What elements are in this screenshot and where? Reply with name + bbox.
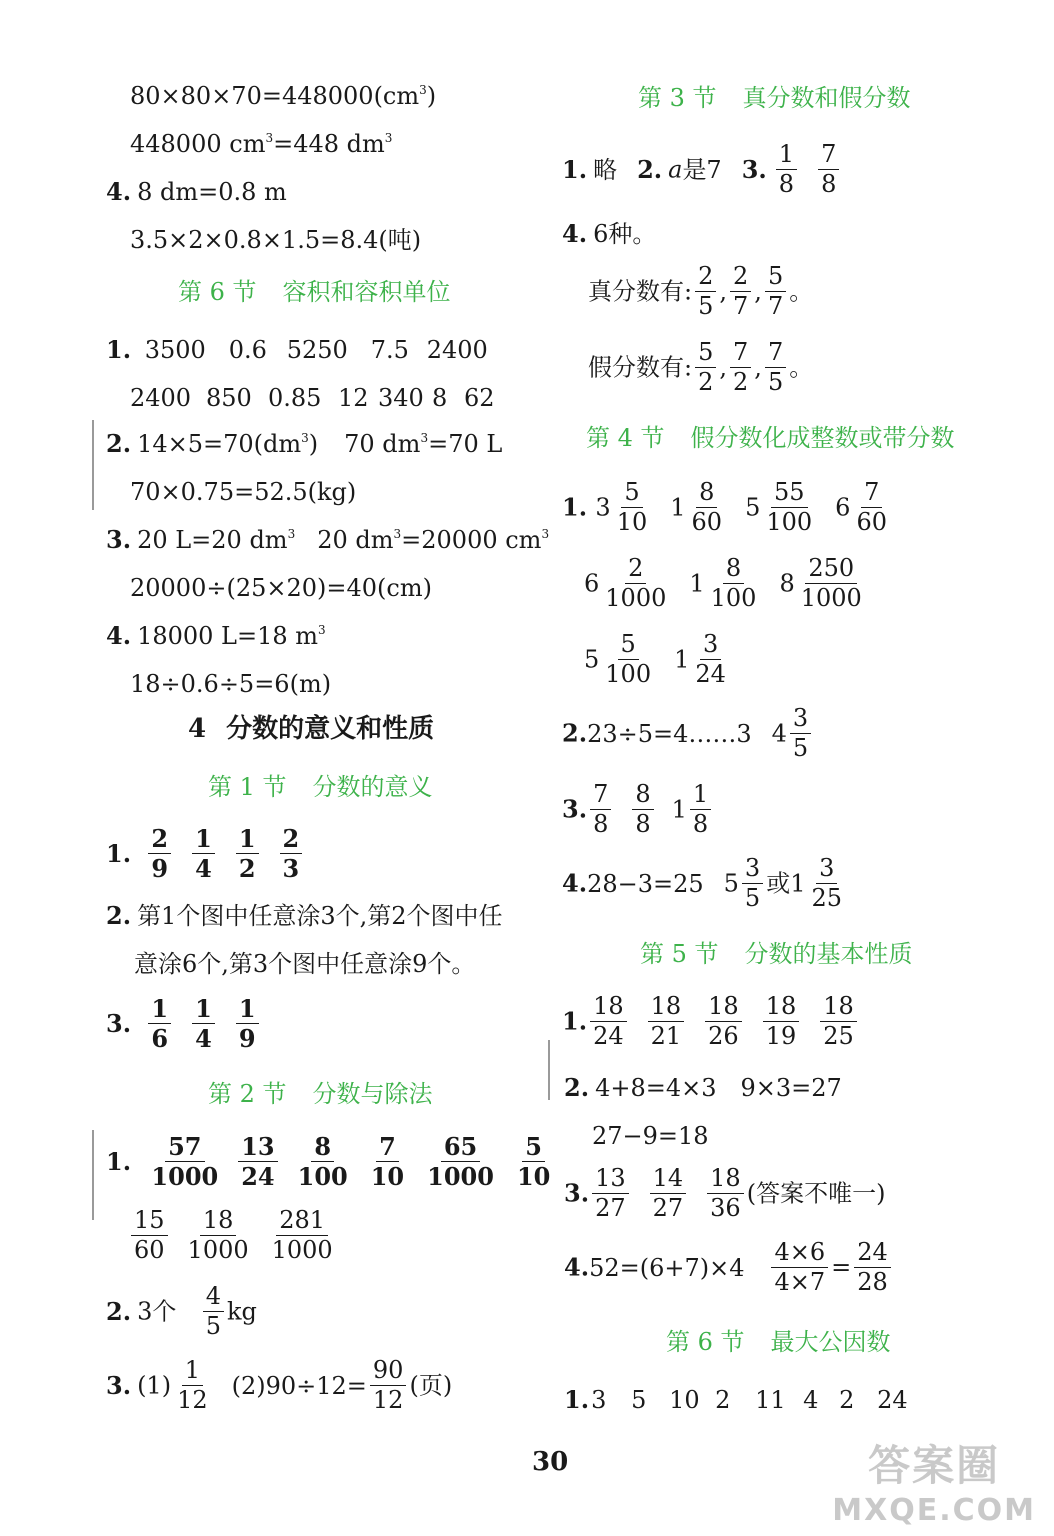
question-number: 1. [106, 1146, 132, 1176]
fraction: $\frac{2}{1000}$ [605, 554, 667, 613]
watermark-logo [832, 1433, 1036, 1528]
fraction: $\frac{18}{25}$ [820, 994, 857, 1049]
section-number: 第 4 节 [586, 424, 665, 452]
answer-text: 23÷5=4……3 [587, 719, 752, 748]
question-number: 4. [562, 868, 588, 898]
answer-text: (页) [409, 1371, 453, 1400]
fraction: $\frac{18}{19}$ [763, 994, 800, 1049]
question-number: 1. [562, 492, 588, 522]
fraction: $\frac{7}{10}$ [370, 1132, 405, 1192]
fraction: $\frac{7}{5}$ [765, 340, 786, 395]
fraction: $\frac{2}{5}$ [695, 264, 716, 319]
section-title: 真分数和假分数 [742, 84, 911, 112]
calc-line: 448000 $cm^3=448$ $dm^3$ [130, 130, 393, 158]
fraction: $\frac{7}{8}$ [590, 782, 611, 837]
section-heading [640, 942, 913, 966]
answer-3 [564, 1166, 885, 1221]
question-number: 4. [106, 621, 132, 650]
fraction: $\frac{2}{3}$ [280, 826, 303, 881]
value: 10 [669, 1386, 700, 1414]
fraction: $\frac{13}{24}$ [238, 1134, 277, 1189]
fraction: $\frac{13}{27}$ [592, 1166, 629, 1221]
fraction: $\frac{1}{4}$ [192, 826, 215, 881]
answer-4: 4. 18000 L=18 $m^3$ [106, 621, 326, 650]
answer-4: 4.52=(6+7)×4 $\frac{4\times 6}{4\times 7}$ = $\frac{24}{28}$ [564, 1240, 894, 1295]
answer-2 [106, 1284, 257, 1339]
section-heading [178, 280, 451, 304]
question-number: 1. [106, 335, 132, 364]
fraction: $\frac{2}{9}$ [148, 826, 171, 881]
variable: a [668, 155, 683, 184]
answer-text: 6种。 [593, 220, 657, 248]
answer-4 [106, 177, 287, 206]
section-number: 第 5 节 [640, 940, 719, 968]
value: 2400 [130, 384, 192, 412]
value: 2 [715, 1386, 731, 1414]
fraction: $\frac{18}{1000}$ [187, 1206, 249, 1265]
fraction: $\frac{8}{8}$ [632, 782, 653, 837]
question-number: 2. [106, 901, 132, 930]
answer-1-row3: 5 $\frac{5}{100}$ 1 $\frac{3}{24}$ [584, 632, 732, 687]
fraction: $\frac{57}{1000}$ [151, 1132, 219, 1192]
question-number: 4. [564, 1252, 590, 1282]
section-title: 假分数化成整数或带分数 [690, 424, 955, 452]
answer-4: 4.28−3=25 5 $\frac{3}{5}$ 或1 $\frac{3}{25}$ [562, 856, 848, 911]
section-heading [208, 775, 433, 799]
question-number: 2. [637, 154, 663, 184]
answer-text: 3个 [137, 1297, 177, 1326]
fraction: $\frac{4\times 6}{4\times 7}$ [771, 1240, 828, 1295]
answer-text: 4+8=4×3 [595, 1074, 717, 1102]
question-number: 4. [106, 177, 132, 206]
calc-line: $80\times 80\times 70=448000(cm^3)$ [130, 82, 437, 110]
section-title: 分数的意义 [312, 773, 433, 801]
question-number: 2. [106, 1296, 132, 1326]
section-heading [586, 426, 955, 450]
fraction: $\frac{5}{7}$ [765, 264, 786, 319]
fraction: $\frac{18}{26}$ [705, 994, 742, 1049]
improper-fractions: 假分数有: $\frac{5}{2}$ , $\frac{7}{2}$ , $\frac{7}{5}$ 。 [588, 338, 814, 397]
answer-2: 2.23÷5=4……3 4 $\frac{3}{5}$ [562, 706, 814, 761]
answer-1-row2 [128, 1208, 339, 1263]
question-number: 3. [564, 1178, 590, 1208]
fraction: $\frac{3}{25}$ [811, 854, 843, 913]
calc-line: 27−9=18 [592, 1122, 709, 1150]
answer-1 [562, 994, 860, 1049]
value: 3500 [144, 336, 206, 364]
answer-text: 意涂6个,第3个图中任意涂9个。 [134, 950, 476, 978]
unit: kg [226, 1297, 257, 1326]
answer-1 [564, 1385, 908, 1414]
calc-line: 18÷0.6÷5=6(m) [130, 670, 332, 698]
question-number: 2. [106, 429, 132, 458]
question-number: 1. [562, 154, 588, 184]
fraction: $\frac{281}{1000}$ [271, 1206, 333, 1265]
answer-1 [106, 335, 488, 364]
value: 0.85 [268, 384, 322, 412]
watermark-url: MXQE.COM [832, 1493, 1036, 1528]
fraction: $\frac{3}{24}$ [695, 630, 726, 689]
fraction: $\frac{7}{60}$ [856, 478, 887, 537]
section-heading [638, 86, 911, 110]
margin-rule [548, 1040, 550, 1100]
fraction: $\frac{1}{9}$ [236, 996, 259, 1051]
chapter-number: 4 [188, 714, 207, 744]
answer-3: 3. $\frac{7}{8}$ $\frac{8}{8}$ 1 $\frac{1}{8}$ [562, 782, 714, 837]
section-heading [666, 1330, 891, 1354]
value: 12 [338, 384, 369, 412]
fraction: $\frac{3}{5}$ [790, 706, 811, 761]
margin-rule [92, 1130, 94, 1220]
fraction: $\frac{7}{8}$ [818, 142, 839, 197]
question-number: 3. [106, 525, 132, 554]
question-number: 3. [562, 794, 588, 824]
fraction: $\frac{1}{8}$ [776, 142, 797, 197]
fraction: $\frac{15}{60}$ [131, 1208, 168, 1263]
question-number: 3. [106, 1008, 132, 1038]
fraction: $\frac{7}{2}$ [730, 340, 751, 395]
value: 62 [464, 384, 495, 412]
question-number: 1. [564, 1385, 590, 1414]
fraction: $\frac{8}{100}$ [297, 1132, 348, 1192]
answer-2: 2. $14\times 5=70(dm^3)$ 70 $dm^3=70$ L [106, 429, 503, 458]
fraction: $\frac{5}{100}$ [605, 630, 652, 689]
question-number: 2. [562, 718, 588, 748]
chapter-title: 分数的意义和性质 [226, 714, 435, 744]
answer-1 [106, 824, 305, 884]
section-title: 容积和容积单位 [282, 278, 451, 306]
page-number: 30 [532, 1447, 569, 1477]
answer-text: 8 dm=0.8 m [137, 178, 287, 206]
margin-rule [92, 420, 94, 510]
value: 24 [877, 1386, 908, 1414]
fraction: $\frac{14}{27}$ [650, 1166, 687, 1221]
note: (答案不唯一) [746, 1179, 886, 1208]
fraction: $\frac{5}{10}$ [616, 478, 648, 537]
section-title: 分数的基本性质 [744, 940, 913, 968]
value: 0.6 [228, 336, 267, 364]
value: 340 [378, 384, 424, 412]
answer-text: 52=(6+7)×4 [589, 1253, 745, 1282]
fraction: $\frac{1}{4}$ [192, 996, 215, 1051]
fraction: $\frac{5}{10}$ [516, 1132, 551, 1192]
fraction: $\frac{250}{1000}$ [800, 554, 862, 613]
value: 3 [591, 1386, 607, 1414]
fraction: $\frac{1}{6}$ [148, 996, 171, 1051]
value: 8 [432, 384, 448, 412]
answer-text: 第1个图中任意涂3个,第2个图中任 [137, 902, 503, 930]
question-number: 1. [106, 838, 132, 868]
answer-text: 9×3=27 [740, 1074, 842, 1102]
fraction: $\frac{1}{12}$ [177, 1356, 208, 1415]
calc-line: 3.5×2×0.8×1.5=8.4(吨) [130, 226, 422, 254]
question-number: 1. [562, 1006, 588, 1036]
answer-1-3 [562, 142, 842, 197]
fraction: $\frac{5}{2}$ [695, 340, 716, 395]
value: 5 [631, 1386, 647, 1414]
question-number: 2. [564, 1073, 590, 1102]
section-number: 第 6 节 [666, 1328, 745, 1356]
section-number: 第 1 节 [208, 773, 287, 801]
fraction: $\frac{3}{5}$ [742, 856, 763, 911]
value: 5250 [286, 336, 348, 364]
fraction: $\frac{24}{28}$ [854, 1240, 891, 1295]
fraction: $\frac{1}{2}$ [236, 826, 259, 881]
value: 2 [839, 1386, 855, 1414]
fraction: $\frac{8}{60}$ [691, 478, 723, 537]
section-title: 分数与除法 [312, 1080, 433, 1108]
section-number: 第 3 节 [638, 84, 717, 112]
answer-3: 3. 20 L=20 $dm^3$ 20 $dm^3=20000$ $cm^3$ [106, 525, 550, 554]
answer-text: 28−3=25 [587, 869, 704, 898]
fraction: $\frac{18}{36}$ [707, 1166, 744, 1221]
fraction: $\frac{1}{8}$ [690, 782, 711, 837]
value: 4 [803, 1386, 819, 1414]
answer-text: 略 [593, 155, 618, 184]
fraction: $\frac{18}{21}$ [648, 994, 685, 1049]
label: 真分数有: [588, 277, 693, 306]
answer-3 [106, 994, 262, 1054]
answer-text: (2)90÷12= [231, 1371, 367, 1400]
answer-1 [106, 1132, 556, 1192]
answer-3 [106, 1358, 452, 1413]
question-number: 3. [106, 1370, 132, 1400]
value: 11 [755, 1386, 786, 1414]
calc-line: 70×0.75=52.5(kg) [130, 478, 357, 506]
fraction: $\frac{8}{100}$ [710, 554, 757, 613]
value: 2400 [426, 336, 488, 364]
fraction: $\frac{90}{12}$ [370, 1358, 407, 1413]
fraction: $\frac{55}{100}$ [766, 478, 813, 537]
answer-2 [106, 901, 503, 930]
answer-text: (1) [137, 1371, 172, 1400]
fraction: $\frac{18}{24}$ [590, 994, 627, 1049]
calc-line: 20000÷(25×20)=40(cm) [130, 574, 432, 602]
section-number: 第 6 节 [178, 278, 257, 306]
fraction: $\frac{2}{7}$ [730, 264, 751, 319]
answer-1-row2: 6 $\frac{2}{1000}$ 1 $\frac{8}{100}$ 8 $\frac{250}{1000}$ [584, 556, 868, 611]
watermark-text: 答案圈 [868, 1441, 1001, 1490]
question-number: 4. [562, 219, 588, 248]
section-heading [208, 1082, 433, 1106]
value: 7.5 [370, 336, 409, 364]
label: 假分数有: [588, 353, 693, 382]
fraction: $\frac{65}{1000}$ [427, 1132, 494, 1192]
proper-fractions: 真分数有: $\frac{2}{5}$ , $\frac{2}{7}$ , $\frac{5}{7}$ 。 [588, 262, 814, 321]
section-title: 最大公因数 [770, 1328, 891, 1356]
question-number: 3. [741, 154, 767, 184]
section-number: 第 2 节 [208, 1080, 287, 1108]
fraction: $\frac{4}{5}$ [203, 1284, 224, 1339]
value: 850 [206, 384, 252, 412]
answer-4 [562, 219, 657, 248]
answer-text: 是7 [682, 155, 722, 184]
answer-1: 1. 3 $\frac{5}{10}$ 1 $\frac{8}{60}$ 5 $\frac{55}{100}$ 6 $\frac{7}{60}$ [562, 480, 893, 535]
answer-2 [564, 1073, 842, 1102]
chapter-heading [188, 716, 434, 742]
answer-1-row2 [130, 386, 495, 410]
